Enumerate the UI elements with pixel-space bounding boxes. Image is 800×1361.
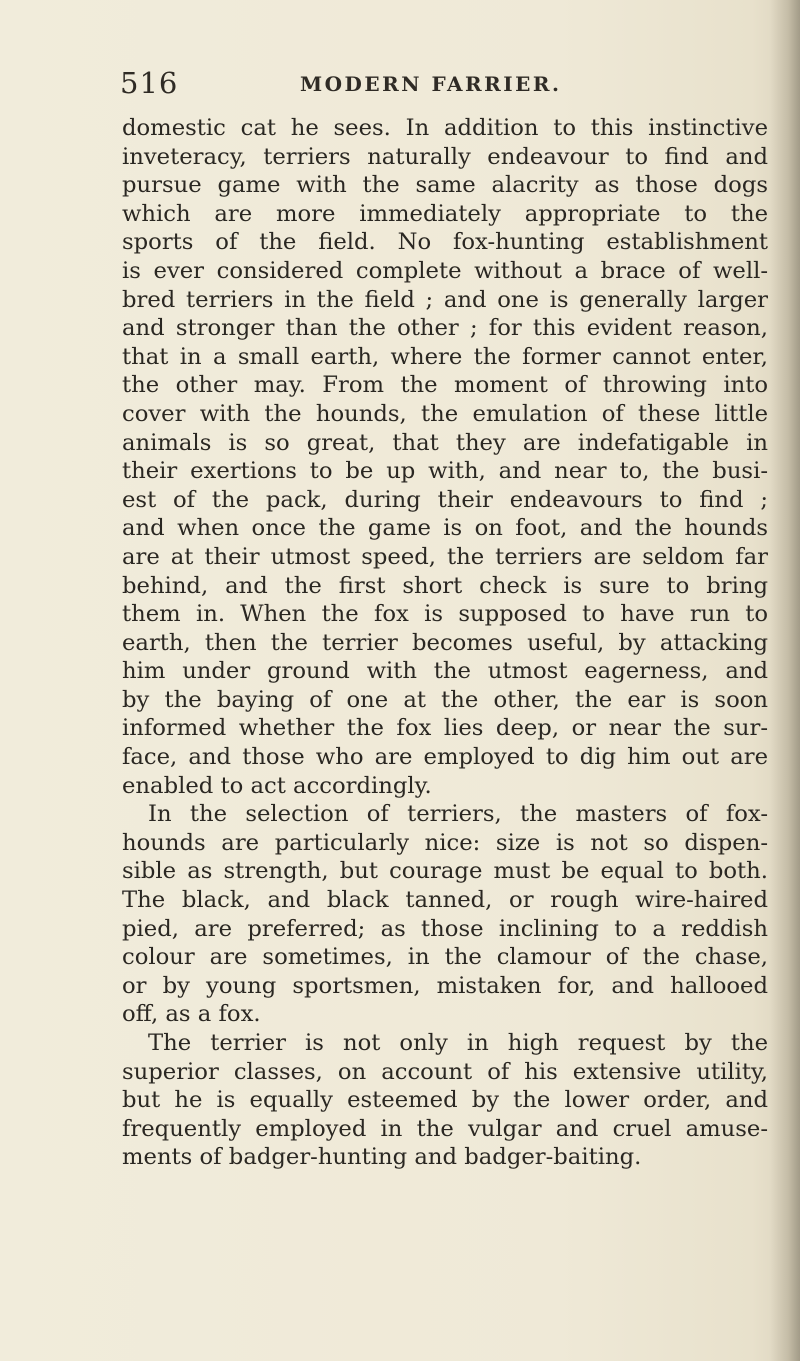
running-head: MODERN FARRIER. — [300, 72, 562, 96]
text-line: In the selection of terriers, the masters of fox- — [148, 801, 768, 828]
text-line: sible as strength, but courage must be equal to both. — [122, 858, 768, 885]
body-text — [122, 114, 768, 1172]
text-line: them in. When the fox is supposed to have run to — [122, 601, 768, 628]
text-line: superior classes, on account of his extensive utility, — [122, 1058, 768, 1085]
paragraph — [122, 800, 768, 1029]
text-line: is ever considered complete without a brace of well- — [122, 257, 768, 284]
text-line: or by young sportsmen, mistaken for, and hallooed — [122, 972, 768, 999]
page-header — [0, 66, 800, 106]
text-line: their exertions to be up with, and near to, the busi- — [122, 458, 768, 485]
text-line: the other may. From the moment of throwing into — [122, 372, 768, 399]
text-line: him under ground with the utmost eagerness, and — [122, 658, 768, 685]
text-line: The terrier is not only in high request by the — [148, 1030, 768, 1056]
text-line: cover with the hounds, the emulation of these little — [122, 400, 768, 427]
page-edge-shadow — [770, 0, 800, 1361]
text-line: enabled to act accordingly. — [122, 772, 432, 799]
text-line: domestic cat he sees. In addition to this instinctive — [122, 115, 768, 141]
text-line: face, and those who are employed to dig him out are — [122, 744, 768, 771]
text-line: are at their utmost speed, the terriers are seldom far — [122, 543, 768, 570]
text-line: earth, then the terrier becomes useful, by attacking — [122, 629, 768, 656]
text-line: by the baying of one at the other, the ear is soon — [122, 686, 768, 713]
text-line: pied, are preferred; as those inclining to a reddish — [122, 915, 768, 942]
text-line: bred terriers in the field ; and one is generally larger — [122, 286, 768, 313]
page-number: 516 — [120, 66, 179, 100]
text-line: ments of badger-hunting and badger-baiting. — [122, 1144, 642, 1171]
text-line: inveteracy, terriers naturally endeavour to find and — [122, 143, 768, 170]
text-line: and when once the game is on foot, and the hounds — [122, 515, 768, 542]
text-line: informed whether the fox lies deep, or near the sur- — [122, 715, 768, 742]
text-line: off, as a fox. — [122, 1001, 261, 1028]
paragraph — [122, 1029, 768, 1172]
text-line: but he is equally esteemed by the lower order, and — [122, 1087, 768, 1114]
text-line: hounds are particularly nice: size is not so dispen- — [122, 829, 768, 856]
paragraph — [122, 114, 768, 800]
text-line: which are more immediately appropriate to the — [122, 200, 768, 227]
text-line: colour are sometimes, in the clamour of the chase, — [122, 944, 768, 971]
text-line: pursue game with the same alacrity as those dogs — [122, 172, 768, 199]
text-line: behind, and the first short check is sure to bring — [122, 572, 768, 599]
text-line: The black, and black tanned, or rough wire-haired — [122, 887, 768, 914]
text-line: and stronger than the other ; for this evident reason, — [122, 315, 768, 342]
text-line: animals is so great, that they are indefatigable in — [122, 429, 768, 456]
text-line: est of the pack, during their endeavours to find ; — [122, 486, 768, 513]
text-line: sports of the field. No fox-hunting establishment — [122, 229, 768, 256]
text-line: frequently employed in the vulgar and cruel amuse- — [122, 1115, 768, 1142]
text-line: that in a small earth, where the former cannot enter, — [122, 343, 768, 370]
